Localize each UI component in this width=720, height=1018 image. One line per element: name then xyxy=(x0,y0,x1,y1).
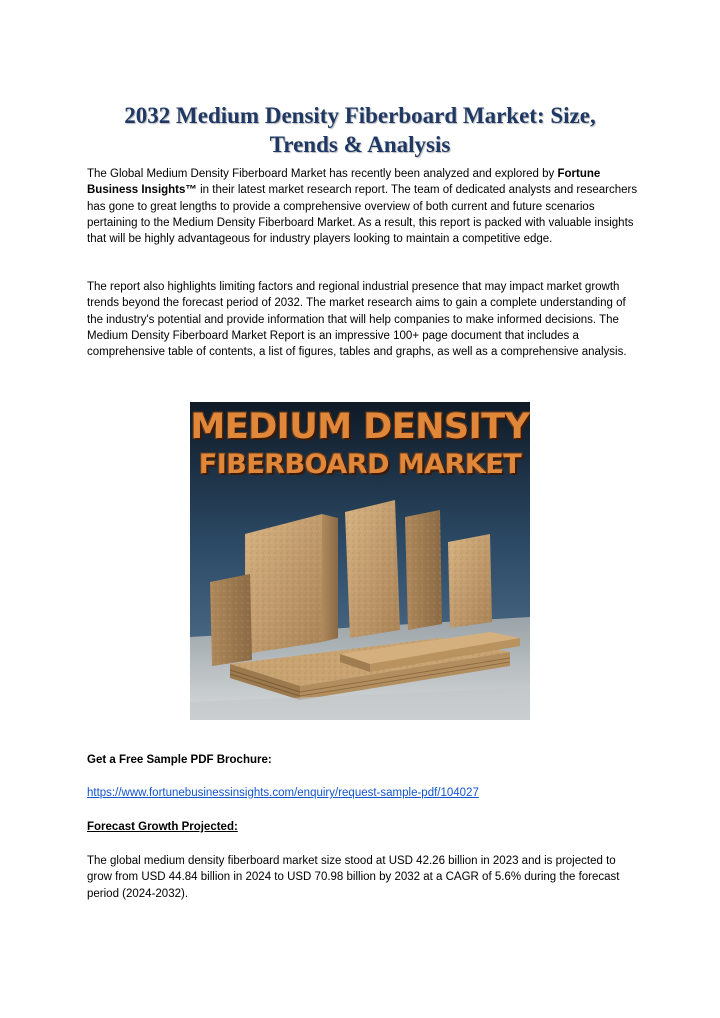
intro-paragraph xyxy=(87,166,642,247)
forecast-heading: Forecast Growth Projected: xyxy=(87,821,238,833)
title-line-2: Trends & Analysis xyxy=(269,132,451,158)
hero-image xyxy=(190,402,530,720)
sample-pdf-link[interactable]: https://www.fortunebusinessinsights.com/enquiry/request-sample-pdf/104027 xyxy=(87,787,479,799)
document-title xyxy=(60,101,660,159)
title-line-1: 2032 Medium Density Fiberboard Market: Size, xyxy=(124,103,596,129)
sample-brochure-label: Get a Free Sample PDF Brochure: xyxy=(87,754,272,766)
forecast-paragraph: The global medium density fiberboard market size stood at USD 42.26 billion in 2023 and is projected to grow from USD 44.84 billion in 2024 to USD 70.98 billion by 2032 at a CAGR of 5.6% during the forecast period (2024-2032). xyxy=(87,855,620,900)
brand-name: Fortune Business Insights™ xyxy=(87,168,601,197)
hero-title-line-1: MEDIUM DENSITY xyxy=(190,407,530,447)
intro-text-end: in their latest market research report. The team of dedicated analysts and researchers has gone to great lengths to provide a comprehensive overview of both current and future scenarios pertaining to the Medium Density Fiberboard Market. As a result, this report is packed with valuable insights that will be highly advantageous for industry players looking to maintain a competitive edge. xyxy=(87,184,638,246)
report-paragraph: The report also highlights limiting factors and regional industrial presence that may impact market growth trends beyond the forecast period of 2032. The market research aims to gain a complete understanding of the industry's potential and provide information that will help companies to make informed decisions. The Medium Density Fiberboard Market Report is an impressive 100+ page document that includes a comprehensive table of contents, a list of figures, tables and graphs, as well as a comprehensive analysis. xyxy=(87,281,627,359)
intro-text-start: The Global Medium Density Fiberboard Market has recently been analyzed and explored by xyxy=(87,168,558,180)
hero-title-line-2: FIBERBOARD MARKET xyxy=(198,449,522,480)
